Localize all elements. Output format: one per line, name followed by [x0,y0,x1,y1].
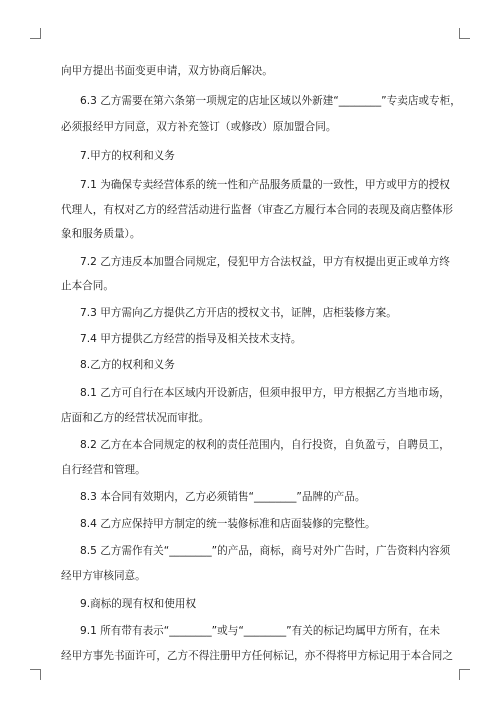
text-line: 7.4 甲方提供乙方经营的指导及相关技术支持。 [80,333,302,345]
text-line: 必须报经甲方同意，双方补充签订（或修改）原加盟合同。 [61,121,337,133]
text-line: 8.5 乙方需作有关“________”的产品，商标，商号对外广告时，广告资料内容须 [80,545,451,557]
text-line: 8.1 乙方可自行在本区域内开设新店，但须申报甲方，甲方根据乙方当地市场， [80,387,450,399]
text-line: 经甲方审核同意。 [61,570,146,582]
text-line: 8.3 本合同有效期内，乙方必须销售“________”品牌的产品。 [80,491,366,503]
text-line: 店面和乙方的经营状况而审批。 [61,412,210,424]
text-line: 9.1 所有带有表示“________”或与“________”有关的标记均属甲方所有，在未 [80,625,440,637]
text-line: 7.1 为确保专卖经营体系的统一性和产品服务质量的一致性，甲方或甲方的授权 [80,179,450,191]
crop-mark-bottom-left [30,669,41,680]
crop-mark-bottom-right [459,669,470,680]
text-line: 自行经营和管理。 [61,464,146,476]
text-line: 止本合同。 [61,280,114,292]
text-line: 象和服务质量）。 [61,228,141,240]
crop-mark-top-right [459,28,470,39]
text-line: 8.4 乙方应保持甲方制定的统一装修标准和店面装修的完整性。 [80,518,376,530]
text-line: 7.2 乙方违反本加盟合同规定，侵犯甲方合法权益，甲方有权提出更正或单方终 [80,256,450,268]
text-line: 6.3 乙方需要在第六条第一项规定的店址区域以外新建“________”专卖店或专柜， [80,95,461,107]
section-heading: 7.甲方的权利和义务 [80,150,175,162]
text-line: 代理人，有权对乙方的经营活动进行监督（审查乙方履行本合同的表现及商店整体形 [61,204,453,216]
text-line: 经甲方事先书面许可，乙方不得注册甲方任何标记，亦不得将甲方标记用于本合同之 [61,650,453,662]
section-heading: 8.乙方的权利和义务 [80,359,175,371]
crop-mark-top-left [30,28,41,39]
text-line: 向甲方提出书面变更申请，双方协商后解决。 [61,65,273,77]
text-line: 8.2 乙方在本合同规定的权利的责任范围内，自行投资，自负盈亏，自聘员工， [80,439,450,451]
text-line: 7.3 甲方需向乙方提供乙方开店的授权文书，证牌，店柜装修方案。 [80,307,397,319]
section-heading: 9.商标的现有权和使用权 [80,598,197,610]
